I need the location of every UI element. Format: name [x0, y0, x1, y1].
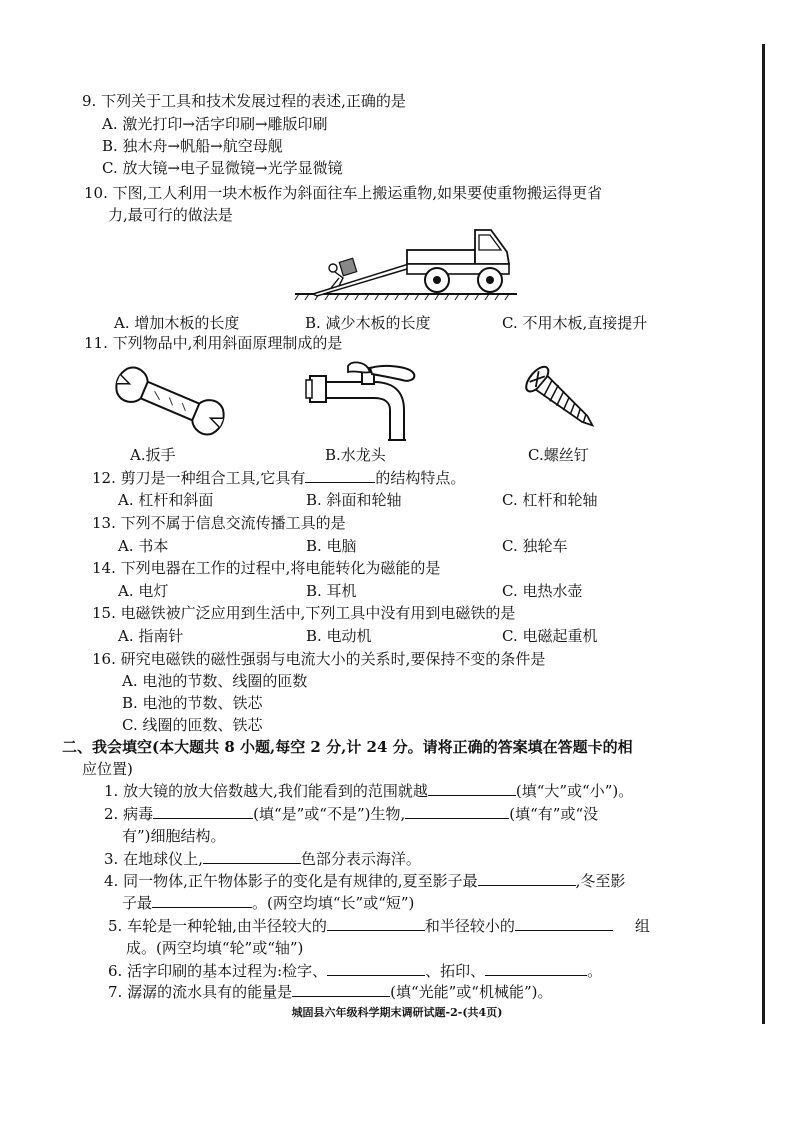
fill-q2-pre: 2. 病毒 [104, 805, 154, 823]
fill-q2-blank2 [405, 804, 509, 819]
fill-q4-blank2 [152, 893, 252, 908]
fill-q2-line2: 有”)细胞结构。 [122, 827, 226, 845]
fill-q6-mid: 、拓印、 [425, 962, 486, 980]
q11-option-a: A.扳手 [130, 446, 176, 464]
q10-option-b: B. 减少木板的长度 [305, 314, 431, 332]
screw-icon [518, 358, 604, 440]
truck-ramp-figure [295, 222, 520, 304]
q13-option-a: A. 书本 [118, 537, 169, 555]
fill-q4 [104, 871, 625, 891]
q9-stem: 9. 下列关于工具和技术发展过程的表述,正确的是 [82, 92, 406, 110]
fill-q3-post: 色部分表示海洋。 [300, 850, 421, 868]
q13-option-c: C. 独轮车 [502, 537, 568, 555]
fill-q1-blank [428, 781, 516, 796]
fill-q4-pre: 4. 同一物体,正午物体影子的变化是有规律的,夏至影子最 [104, 872, 478, 890]
fill-q7-post: (填“光能”或“机械能”)。 [390, 983, 553, 1001]
q15-option-a: A. 指南针 [118, 627, 184, 645]
q12-option-b: B. 斜面和轮轴 [306, 491, 402, 509]
fill-q5-post: 组 [634, 917, 650, 935]
q9-option-a: A. 激光打印→活字印刷→雕版印刷 [102, 115, 328, 133]
q14-option-c: C. 电热水壶 [502, 582, 583, 600]
fill-q5-blank1 [327, 916, 425, 931]
section2-title-line2: 应位置) [82, 760, 133, 778]
q12-option-a: A. 杠杆和斜面 [118, 491, 214, 509]
page-footer: 城固县六年级科学期末调研试题-2-(共4页) [291, 1006, 503, 1019]
q11-option-b: B.水龙头 [325, 446, 386, 464]
fill-q6-pre: 6. 活字印刷的基本过程为:检字、 [108, 962, 328, 980]
fill-q5-line2: 成。(两空均填“轮”或“轴”) [126, 939, 304, 957]
q14-option-b: B. 耳机 [306, 582, 357, 600]
q12-stem [92, 468, 465, 488]
fill-q4-line2-pre: 子最 [122, 894, 153, 912]
fill-q4-post: ,冬至影 [575, 872, 626, 890]
wrench-icon [112, 362, 228, 440]
q10-stem-line2: 力,最可行的做法是 [108, 206, 233, 224]
fill-q7 [108, 982, 552, 1002]
q11-option-c: C.螺丝钉 [528, 446, 589, 464]
q12-answer-blank [305, 468, 375, 483]
q14-option-a: A. 电灯 [118, 582, 169, 600]
fill-q4-line2-post: 。(两空均填“长”或“短”) [252, 894, 415, 912]
q10-stem-line1: 10. 下图,工人利用一块木板作为斜面往车上搬运重物,如果要使重物搬运得更省 [84, 184, 603, 202]
fill-q5-blank2 [515, 916, 613, 931]
q16-stem: 16. 研究电磁铁的磁性强弱与电流大小的关系时,要保持不变的条件是 [92, 650, 546, 668]
q15-option-b: B. 电动机 [306, 627, 372, 645]
q12-option-c: C. 杠杆和轮轴 [502, 491, 598, 509]
q9-option-b: B. 独木舟→帆船→航空母舰 [102, 137, 283, 155]
q16-option-a: A. 电池的节数、线圈的匝数 [122, 672, 308, 690]
q9-option-c: C. 放大镜→电子显微镜→光学显微镜 [102, 159, 343, 177]
q13-option-b: B. 电脑 [306, 537, 357, 555]
q15-option-c: C. 电磁起重机 [502, 627, 598, 645]
q15-stem: 15. 电磁铁被广泛应用到生活中,下列工具中没有用到电磁铁的是 [92, 604, 516, 622]
fill-q7-blank [292, 982, 390, 997]
fill-q6-blank1 [327, 961, 425, 976]
q13-stem: 13. 下列不属于信息交流传播工具的是 [92, 514, 346, 532]
q16-option-c: C. 线圈的匝数、铁芯 [122, 716, 263, 734]
fill-q5 [108, 916, 650, 936]
fill-q3 [104, 849, 421, 869]
fill-q2-mid: (填“是”或“不是”)生物, [253, 805, 406, 823]
fill-q1-pre: 1. 放大镜的放大倍数越大,我们能看到的范围就越 [104, 782, 428, 800]
fill-q4-line2 [122, 893, 414, 913]
fill-q2 [104, 804, 598, 824]
fill-q6-blank2 [485, 961, 587, 976]
fill-q1 [104, 781, 633, 801]
fill-q2-post: (填“有”或“没 [509, 805, 599, 823]
fill-q3-pre: 3. 在地球仪上, [104, 850, 203, 868]
q16-option-b: B. 电池的节数、铁芯 [122, 694, 263, 712]
section2-title-line1: 二、我会填空(本大题共 8 小题,每空 2 分,计 24 分。请将正确的答案填在答题卡的相 [62, 738, 633, 756]
fill-q4-blank1 [478, 871, 576, 886]
q10-option-c: C. 不用木板,直接提升 [502, 314, 648, 332]
fill-q6-post: 。 [587, 962, 603, 980]
fill-q5-mid: 和半径较小的 [424, 917, 515, 935]
q10-option-a: A. 增加木板的长度 [114, 314, 240, 332]
fill-q5-pre: 5. 车轮是一种轮轴,由半径较大的 [108, 917, 327, 935]
fill-q2-blank1 [153, 804, 253, 819]
fill-q3-blank [203, 849, 301, 864]
faucet-icon [304, 360, 418, 446]
q11-stem: 11. 下列物品中,利用斜面原理制成的是 [84, 334, 343, 352]
fill-q6 [108, 961, 602, 981]
q12-stem-post: 的结构特点。 [375, 469, 466, 487]
fill-q7-pre: 7. 潺潺的流水具有的能量是 [108, 983, 293, 1001]
fill-q1-post: (填“大”或“小”)。 [515, 782, 634, 800]
q12-stem-pre: 12. 剪刀是一种组合工具,它具有 [92, 469, 306, 487]
q14-stem: 14. 下列电器在工作的过程中,将电能转化为磁能的是 [92, 559, 441, 577]
